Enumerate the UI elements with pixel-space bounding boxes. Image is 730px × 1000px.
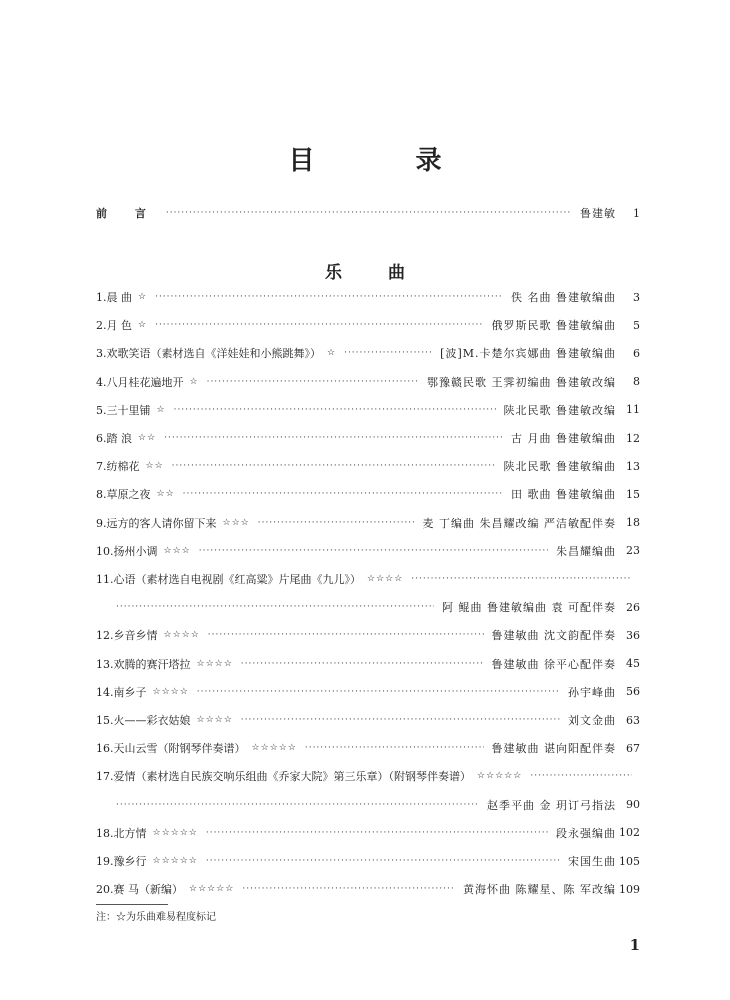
entry-credit: 鲁建敏曲 沈文韵配伴奏 <box>491 629 616 643</box>
entry-page: 12 <box>626 431 640 445</box>
entry-credit: 阿 鲲曲 鲁建敏编曲 袁 可配伴奏 <box>442 601 616 615</box>
toc-entry[interactable] <box>96 484 640 504</box>
difficulty-stars: ☆☆☆☆☆ <box>251 743 297 754</box>
difficulty-stars: ☆☆☆☆ <box>196 658 233 669</box>
toc-entry[interactable] <box>96 625 640 645</box>
entry-page: 6 <box>633 346 640 360</box>
difficulty-stars: ☆☆☆☆☆ <box>477 771 523 782</box>
entry-credit: 田 歌曲 鲁建敏编曲 <box>511 488 616 502</box>
toc-entry[interactable] <box>96 738 640 758</box>
leader-dots <box>116 800 479 810</box>
entry-page: 109 <box>619 882 640 896</box>
preface-credit: 鲁建敏 <box>580 207 616 220</box>
difficulty-stars: ☆☆☆☆☆ <box>189 884 235 895</box>
preface-label: 前 言 <box>96 207 158 220</box>
entry-credit: 古 月曲 鲁建敏编曲 <box>511 432 616 445</box>
entry-page: 11 <box>626 403 640 417</box>
leader-dots <box>164 433 503 443</box>
toc-entry[interactable] <box>96 513 640 533</box>
entry-page: 8 <box>633 375 640 389</box>
leader-dots <box>241 659 484 669</box>
page-title: 目 录 <box>288 146 488 176</box>
entry-credit: [波]M.卡楚尔宾娜曲 鲁建敏编曲 <box>440 347 616 361</box>
entry-credit: 鲁建敏曲 徐平心配伴奏 <box>491 657 616 671</box>
leader-dots <box>305 743 484 753</box>
toc-entry[interactable] <box>96 343 640 363</box>
toc-entry[interactable] <box>96 569 640 589</box>
toc-entry[interactable] <box>96 766 640 786</box>
leader-dots <box>172 461 496 471</box>
entry-page: 36 <box>626 628 640 642</box>
preface-page: 1 <box>633 206 640 220</box>
entry-title: 16.天山云雪（附钢琴伴奏谱） <box>96 742 246 756</box>
difficulty-stars: ☆☆ <box>145 461 164 472</box>
difficulty-stars: ☆ <box>156 404 166 415</box>
toc-entry-preface[interactable] <box>96 203 640 223</box>
leader-dots <box>116 602 434 612</box>
entry-title: 6.踏 浪 <box>96 432 132 445</box>
toc-entry[interactable] <box>96 879 640 899</box>
entry-title: 20.赛 马（新编） <box>96 883 183 897</box>
entry-title: 11.心语（素材选自电视剧《红高粱》片尾曲《九儿》） <box>96 573 361 586</box>
entry-credit: 黄海怀曲 陈耀星、陈 军改编 <box>463 883 616 897</box>
footnote-rule <box>96 904 168 905</box>
toc-entry[interactable] <box>96 372 640 392</box>
entry-credit: 佚 名曲 鲁建敏编曲 <box>511 291 616 304</box>
entry-title: 13.欢腾的赛汗塔拉 <box>96 657 191 671</box>
entry-title: 19.豫乡行 <box>96 855 147 868</box>
section-heading: 乐 曲 <box>325 263 425 283</box>
entry-credit: 段永强编曲 <box>556 826 616 840</box>
entry-title: 10.扬州小调 <box>96 544 158 558</box>
difficulty-stars: ☆☆ <box>138 433 157 443</box>
difficulty-stars: ☆☆☆☆ <box>163 630 200 641</box>
entry-page: 90 <box>626 798 640 812</box>
leader-dots <box>241 715 560 725</box>
footnote: 注：☆为乐曲难易程度标记 <box>96 912 216 923</box>
difficulty-stars: ☆☆☆☆ <box>196 715 233 725</box>
leader-dots <box>155 292 503 302</box>
leader-dots <box>174 405 496 415</box>
entry-credit: 赵季平曲 金 玥订弓指法 <box>487 798 616 812</box>
entry-title: 5.三十里铺 <box>96 403 151 417</box>
leader-dots <box>183 489 503 499</box>
entry-title: 1.晨 曲 <box>96 291 132 304</box>
toc-entry[interactable] <box>96 710 640 730</box>
entry-page: 56 <box>626 685 640 699</box>
entry-title: 15.火——彩衣姑娘 <box>96 714 191 727</box>
entry-title: 14.南乡子 <box>96 685 147 699</box>
leader-dots <box>411 574 632 584</box>
leader-dots <box>199 546 548 556</box>
difficulty-stars: ☆☆☆☆ <box>367 574 404 584</box>
entry-credit: 鲁建敏曲 谌向阳配伴奏 <box>491 742 616 756</box>
difficulty-stars: ☆☆☆☆ <box>152 686 189 697</box>
entry-page: 102 <box>619 826 640 840</box>
difficulty-stars: ☆ <box>138 292 148 302</box>
entry-credit: 鄂豫赣民歌 王霁初编曲 鲁建敏改编 <box>427 375 616 389</box>
entry-page: 26 <box>626 600 640 614</box>
leader-dots <box>344 348 432 358</box>
entry-credit: 孙宇峰曲 <box>568 685 616 699</box>
leader-dots <box>166 208 572 218</box>
entry-title: 2.月 色 <box>96 319 132 333</box>
entry-credit: 陕北民歌 鲁建敏编曲 <box>503 460 616 474</box>
difficulty-stars: ☆ <box>189 376 199 387</box>
difficulty-stars: ☆☆☆☆☆ <box>152 856 198 866</box>
difficulty-stars: ☆☆ <box>156 489 175 500</box>
difficulty-stars: ☆☆☆☆☆ <box>152 827 198 838</box>
toc-entry[interactable] <box>96 541 640 561</box>
entry-title: 3.欢歌笑语（素材选自《洋娃娃和小熊跳舞》） <box>96 347 321 361</box>
toc-entry[interactable] <box>96 654 640 674</box>
entry-page: 63 <box>626 713 640 727</box>
entry-credit: 俄罗斯民歌 鲁建敏编曲 <box>491 319 616 333</box>
toc-entry[interactable] <box>96 682 640 702</box>
toc-entry[interactable] <box>96 795 640 815</box>
entry-title: 17.爱情（素材选自民族交响乐组曲《乔家大院》第三乐章）（附钢琴伴奏谱） <box>96 770 471 784</box>
toc-entry[interactable] <box>96 851 640 871</box>
leader-dots <box>258 518 415 528</box>
toc-entry[interactable] <box>96 400 640 420</box>
leader-dots <box>155 320 483 330</box>
entry-title: 7.纺棉花 <box>96 460 140 474</box>
toc-entry[interactable] <box>96 287 640 307</box>
entry-page: 15 <box>626 487 640 501</box>
entry-credit: 朱昌耀编曲 <box>556 544 616 558</box>
leader-dots <box>208 630 484 640</box>
difficulty-stars: ☆☆☆ <box>163 545 191 556</box>
leader-dots <box>207 377 419 387</box>
entry-page: 67 <box>626 741 640 755</box>
entry-title: 4.八月桂花遍地开 <box>96 375 184 389</box>
entry-title: 18.北方情 <box>96 826 147 840</box>
entry-title: 8.草原之夜 <box>96 488 151 502</box>
toc-entry[interactable] <box>96 597 640 617</box>
entry-credit: 刘文金曲 <box>568 714 616 727</box>
entry-page: 105 <box>619 854 640 868</box>
entry-page: 18 <box>626 516 640 530</box>
difficulty-stars: ☆☆☆ <box>222 517 250 528</box>
entry-page: 13 <box>626 459 640 473</box>
entry-title: 12.乡音乡情 <box>96 629 158 643</box>
entry-page: 5 <box>633 318 640 332</box>
entry-page: 3 <box>633 290 640 304</box>
leader-dots <box>206 856 560 866</box>
difficulty-stars: ☆ <box>138 320 148 331</box>
leader-dots <box>197 687 560 697</box>
toc-entry[interactable] <box>96 315 640 335</box>
entry-page: 45 <box>626 657 640 671</box>
leader-dots <box>242 884 455 894</box>
page-number: 1 <box>629 936 640 954</box>
entry-credit: 麦 丁编曲 朱昌耀改编 严洁敏配伴奏 <box>422 516 616 530</box>
entry-credit: 陕北民歌 鲁建敏改编 <box>503 403 616 417</box>
toc-entry[interactable] <box>96 428 640 448</box>
leader-dots <box>206 828 548 838</box>
entry-page: 23 <box>626 544 640 558</box>
toc-entry[interactable] <box>96 823 640 843</box>
toc-entry[interactable] <box>96 456 640 476</box>
leader-dots <box>530 771 632 781</box>
entry-credit: 宋国生曲 <box>568 855 616 868</box>
difficulty-stars: ☆ <box>327 348 337 359</box>
entry-title: 9.远方的客人请你留下来 <box>96 516 217 530</box>
